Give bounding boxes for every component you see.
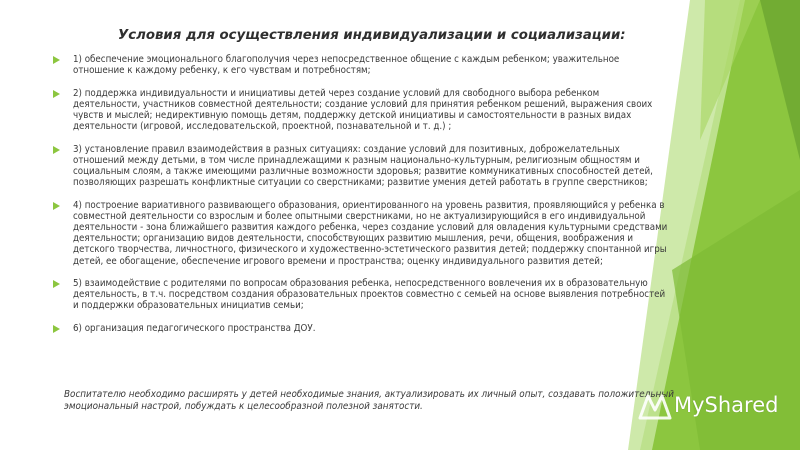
bullet-text: 5) взаимодействие с родителями по вопросам образования ребенка, непосредственного вовлечения их в образовательную деятельность, в т.ч. посредством создания образовательных проектов совместно с семьей на основе выявления потребностей и поддержки образовательных инициатив семьи; — [73, 278, 666, 312]
bullet-list — [50, 54, 668, 345]
slide-title: Условия для осуществления индивидуализации и социализации: — [118, 28, 626, 43]
watermark-brand: MyShared — [674, 393, 779, 417]
bullet-arrow-icon — [53, 325, 60, 333]
bullet-text: 1) обеспечение эмоционального благополучия через непосредственное общение с каждым ребенком; уважительное отношение к каждому ребенку, к его чувствам и потребностям; — [73, 54, 620, 77]
bullet-arrow-icon — [53, 56, 60, 64]
bullet-text: 6) организация педагогического пространства ДОУ. — [73, 322, 316, 334]
bullet-item — [50, 323, 668, 334]
footer-note: Воспитателю необходимо расширять у детей необходимые знания, актуализировать их личный опыт, создавать положительный эмоциональный настрой, побуждать к целесообразной полезной занятости. — [64, 389, 674, 413]
bullet-text: 3) установление правил взаимодействия в разных ситуациях: создание условий для позитивных, доброжелательных отношений между детьми, в том числе принадлежащими к разным национально-культурным, религиозным общностям и социальным слоям, а также имеющими различные возможности здоровья; развитие коммуникативных способностей детей, позволяющих разрешать конфликтные ситуации со сверстниками; развитие умения детей работать в группе сверстников; — [73, 143, 653, 189]
bullet-item — [50, 200, 668, 267]
bullet-text: 2) поддержка индивидуальности и инициативы детей через создание условий для свободного выбора ребенком деятельности, участников совместной деятельности; создание условий для принятия ребенком решений, выражения своих чувств и мыслей; недирективную помощь детям, поддержку детской инициативы и самостоятельности в разных видах деятельности (игровой, исследовательской, проектной, познавательной и т. д.) ; — [73, 87, 653, 133]
bullet-arrow-icon — [53, 202, 60, 210]
bullet-arrow-icon — [53, 90, 60, 98]
bullet-item — [50, 144, 668, 189]
watermark — [638, 390, 778, 420]
bullet-arrow-icon — [53, 146, 60, 154]
bullet-item — [50, 54, 668, 76]
bullet-text: 4) построение вариативного развивающего образования, ориентированного на уровень развития, проявляющийся у ребенка в совместной деятельности со взрослым и более опытными сверстниками, но не актуализирующийся в его индивидуальной деятельности - зона ближайшего развития каждого ребенка, через создание условий для овладения культурными средствами деятельности; организацию видов деятельности, способствующих развитию мышления, речи, общения, воображения и детского творчества, личностного, физического и художественно-эстетического развития детей; поддержку спонтанной игры детей, ее обогащение, обеспечение игрового времени и пространства; оценку индивидуального развития детей; — [73, 199, 668, 267]
bullet-arrow-icon — [53, 280, 60, 288]
bullet-item — [50, 88, 668, 133]
bullet-item — [50, 278, 668, 312]
myshared-logo-icon — [638, 390, 672, 420]
